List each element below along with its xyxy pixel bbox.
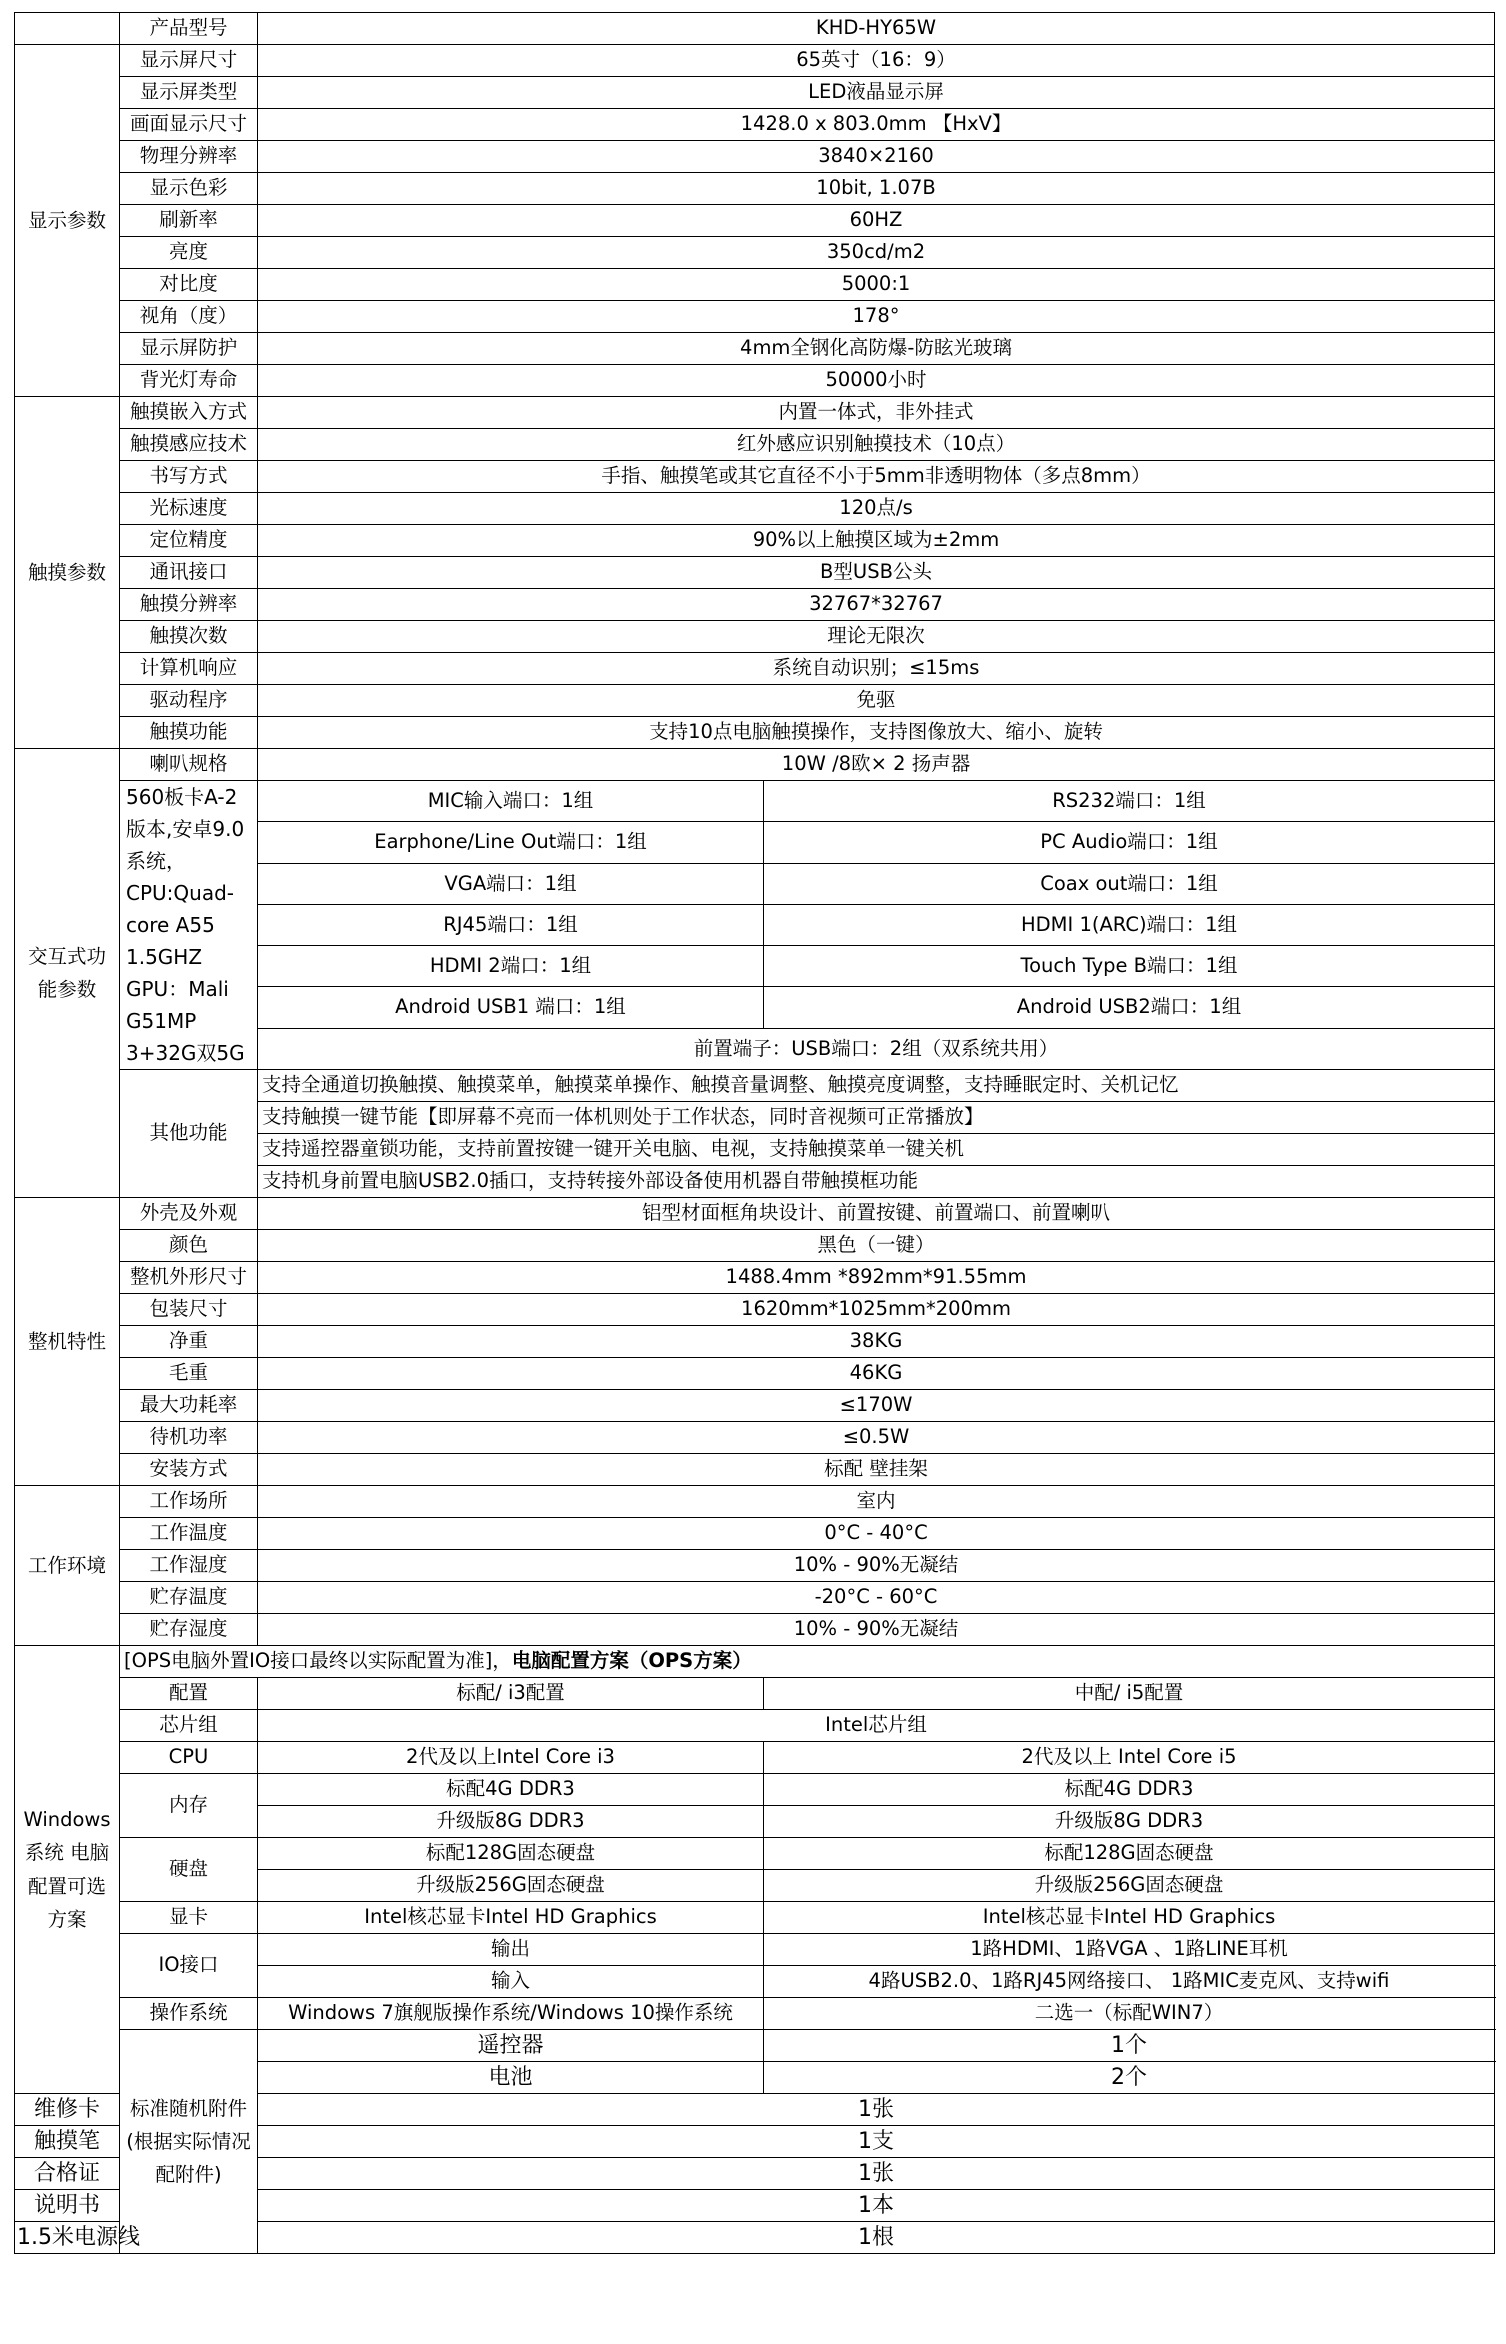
- display-row-value: LED液晶显示屏: [258, 77, 1495, 109]
- io-input-value: 4路USB2.0、1路RJ45网络接口、 1路MIC麦克风、支持wifi: [764, 1966, 1495, 1998]
- display-row-label: 画面显示尺寸: [120, 109, 258, 141]
- environment-row-value: 室内: [258, 1486, 1495, 1518]
- display-row-value: 50000小时: [258, 365, 1495, 397]
- accessory-value: 1个: [764, 2030, 1495, 2062]
- machine-row-label: 最大功耗率: [120, 1390, 258, 1422]
- machine-row-label: 毛重: [120, 1358, 258, 1390]
- environment-row-value: 0°C - 40°C: [258, 1518, 1495, 1550]
- display-row: [15, 205, 1495, 237]
- touch-row-label: 计算机响应: [120, 653, 258, 685]
- memory-upgrade-standard: 升级版8G DDR3: [258, 1806, 764, 1838]
- windows-note-row: [15, 1646, 1495, 1678]
- accessory-label: 电池: [258, 2062, 764, 2094]
- disk-upgrade-mid: 升级版256G固态硬盘: [764, 1870, 1495, 1902]
- display-row: [15, 365, 1495, 397]
- machine-row-value: 标配 壁挂架: [258, 1454, 1495, 1486]
- touch-row: [15, 461, 1495, 493]
- environment-row: [15, 1582, 1495, 1614]
- interactive-row: [15, 749, 1495, 781]
- port-right: RS232端口：1组: [764, 781, 1495, 822]
- touch-row-value: 手指、触摸笔或其它直径不小于5mm非透明物体（多点8mm）: [258, 461, 1495, 493]
- memory-mid: 标配4G DDR3: [764, 1774, 1495, 1806]
- environment-row-value: 10% - 90%无凝结: [258, 1550, 1495, 1582]
- front-ports: 前置端子：USB端口：2组（双系统共用）: [258, 1028, 1495, 1069]
- port-left: VGA端口：1组: [258, 863, 764, 904]
- io-output-label: 输出: [258, 1934, 764, 1966]
- port-left: HDMI 2端口：1组: [258, 946, 764, 987]
- accessory-value: 1张: [258, 2094, 1495, 2126]
- config-mid: 中配/ i5配置: [764, 1678, 1495, 1710]
- machine-row-value: 1488.4mm *892mm*91.55mm: [258, 1262, 1495, 1294]
- touch-row-value: 免驱: [258, 685, 1495, 717]
- environment-row-value: -20°C - 60°C: [258, 1582, 1495, 1614]
- other-functions-label: 其他功能: [120, 1070, 258, 1198]
- display-row-value: 3840×2160: [258, 141, 1495, 173]
- touch-row-value: 支持10点电脑触摸操作，支持图像放大、缩小、旋转: [258, 717, 1495, 749]
- os-note: 二选一（标配WIN7）: [764, 1998, 1495, 2030]
- soc-description: 560板卡A-2版本,安卓9.0系统，CPU:Quad-core A55 1.5GHZ GPU：Mali G51MP 3+32G双5G: [120, 781, 258, 1070]
- machine-row-value: 1620mm*1025mm*200mm: [258, 1294, 1495, 1326]
- touch-row-label: 触摸功能: [120, 717, 258, 749]
- chipset-label: 芯片组: [120, 1710, 258, 1742]
- machine-row-label: 安装方式: [120, 1454, 258, 1486]
- machine-row-value: 38KG: [258, 1326, 1495, 1358]
- environment-row: [15, 1550, 1495, 1582]
- display-row-label: 物理分辨率: [120, 141, 258, 173]
- accessory-value: 1根: [258, 2222, 1495, 2254]
- memory-label: 内存: [120, 1774, 258, 1838]
- accessory-label: 1.5米电源线: [15, 2222, 120, 2254]
- machine-row-label: 颜色: [120, 1230, 258, 1262]
- touch-row-label: 驱动程序: [120, 685, 258, 717]
- machine-row-value: 46KG: [258, 1358, 1495, 1390]
- io-label: IO接口: [120, 1934, 258, 1998]
- port-right: Android USB2端口：1组: [764, 987, 1495, 1028]
- touch-row-label: 光标速度: [120, 493, 258, 525]
- port-row: [15, 781, 1495, 822]
- machine-row: [15, 1422, 1495, 1454]
- port-left: Android USB1 端口：1组: [258, 987, 764, 1028]
- memory-row: [15, 1774, 1495, 1806]
- os-row: [15, 1998, 1495, 2030]
- memory-upgrade-mid: 升级版8G DDR3: [764, 1806, 1495, 1838]
- display-row-value: 5000:1: [258, 269, 1495, 301]
- windows-note-heading: 电脑配置方案（OPS方案）: [511, 1649, 752, 1673]
- accessories-group-label: 标准随机附件(根据实际情况配附件): [120, 2030, 258, 2254]
- machine-row-value: 铝型材面框角块设计、前置按键、前置端口、前置喇叭: [258, 1198, 1495, 1230]
- port-right: PC Audio端口：1组: [764, 822, 1495, 863]
- machine-row: [15, 1454, 1495, 1486]
- other-function-item: 支持机身前置电脑USB2.0插口，支持转接外部设备使用机器自带触摸框功能: [258, 1166, 1495, 1198]
- environment-row: [15, 1518, 1495, 1550]
- display-row-label: 背光灯寿命: [120, 365, 258, 397]
- port-left: Earphone/Line Out端口：1组: [258, 822, 764, 863]
- machine-row-label: 净重: [120, 1326, 258, 1358]
- config-standard: 标配/ i3配置: [258, 1678, 764, 1710]
- windows-group-label: Windows系统 电脑配置可选方案: [15, 1646, 120, 2094]
- cpu-standard: 2代及以上Intel Core i3: [258, 1742, 764, 1774]
- speaker-value: 10W /8欧× 2 扬声器: [258, 749, 1495, 781]
- environment-row-label: 工作温度: [120, 1518, 258, 1550]
- touch-row-label: 书写方式: [120, 461, 258, 493]
- io-output-row: [15, 1934, 1495, 1966]
- port-left: RJ45端口：1组: [258, 904, 764, 945]
- environment-row-label: 工作场所: [120, 1486, 258, 1518]
- touch-row-value: 32767*32767: [258, 589, 1495, 621]
- touch-row-label: 触摸次数: [120, 621, 258, 653]
- touch-group-label: 触摸参数: [15, 397, 120, 749]
- gpu-standard: Intel核芯显卡Intel HD Graphics: [258, 1902, 764, 1934]
- spec-table: [14, 12, 1495, 2254]
- machine-row-value: 黑色（一键）: [258, 1230, 1495, 1262]
- cpu-row: [15, 1742, 1495, 1774]
- disk-standard: 标配128G固态硬盘: [258, 1838, 764, 1870]
- environment-group-label: 工作环境: [15, 1486, 120, 1646]
- display-row-value: 10bit, 1.07B: [258, 173, 1495, 205]
- display-row-label: 显示色彩: [120, 173, 258, 205]
- disk-upgrade-standard: 升级版256G固态硬盘: [258, 1870, 764, 1902]
- model-label: 产品型号: [120, 13, 258, 45]
- cpu-mid: 2代及以上 Intel Core i5: [764, 1742, 1495, 1774]
- accessory-value: 1本: [258, 2190, 1495, 2222]
- touch-row-label: 触摸分辨率: [120, 589, 258, 621]
- touch-row-value: 内置一体式，非外挂式: [258, 397, 1495, 429]
- os-value: Windows 7旗舰版操作系统/Windows 10操作系统: [258, 1998, 764, 2030]
- port-right: Touch Type B端口：1组: [764, 946, 1495, 987]
- io-input-label: 输入: [258, 1966, 764, 1998]
- touch-row: [15, 397, 1495, 429]
- os-label: 操作系统: [120, 1998, 258, 2030]
- display-row-value: 350cd/m2: [258, 237, 1495, 269]
- touch-row: [15, 525, 1495, 557]
- touch-row: [15, 557, 1495, 589]
- machine-row-value: ≤0.5W: [258, 1422, 1495, 1454]
- display-row-label: 显示屏类型: [120, 77, 258, 109]
- accessory-value: 1张: [258, 2158, 1495, 2190]
- accessory-value: 1支: [258, 2126, 1495, 2158]
- display-row: [15, 45, 1495, 77]
- machine-row-label: 外壳及外观: [120, 1198, 258, 1230]
- display-row-value: 4mm全钢化高防爆-防眩光玻璃: [258, 333, 1495, 365]
- port-right: HDMI 1(ARC)端口：1组: [764, 904, 1495, 945]
- touch-row-value: 系统自动识别；≤15ms: [258, 653, 1495, 685]
- config-label: 配置: [120, 1678, 258, 1710]
- display-row-label: 显示屏防护: [120, 333, 258, 365]
- touch-row-value: 理论无限次: [258, 621, 1495, 653]
- machine-row: [15, 1358, 1495, 1390]
- environment-row-value: 10% - 90%无凝结: [258, 1614, 1495, 1646]
- display-row-value: 65英寸（16：9）: [258, 45, 1495, 77]
- disk-label: 硬盘: [120, 1838, 258, 1902]
- display-row: [15, 141, 1495, 173]
- io-output-value: 1路HDMI、1路VGA 、1路LINE耳机: [764, 1934, 1495, 1966]
- accessory-label: 触摸笔: [15, 2126, 120, 2158]
- machine-row: [15, 1294, 1495, 1326]
- display-row: [15, 173, 1495, 205]
- accessory-value: 2个: [764, 2062, 1495, 2094]
- chipset-row: [15, 1710, 1495, 1742]
- gpu-row: [15, 1902, 1495, 1934]
- disk-mid: 标配128G固态硬盘: [764, 1838, 1495, 1870]
- machine-row-label: 包装尺寸: [120, 1294, 258, 1326]
- machine-group-label: 整机特性: [15, 1198, 120, 1486]
- environment-row-label: 贮存温度: [120, 1582, 258, 1614]
- machine-row-label: 待机功率: [120, 1422, 258, 1454]
- gpu-label: 显卡: [120, 1902, 258, 1934]
- display-row-value: 1428.0 x 803.0mm 【HxV】: [258, 109, 1495, 141]
- environment-row-label: 贮存湿度: [120, 1614, 258, 1646]
- other-function-item: 支持全通道切换触摸、触摸菜单，触摸菜单操作、触摸音量调整、触摸亮度调整，支持睡眠定时、关机记忆: [258, 1070, 1495, 1102]
- interactive-group-label: 交互式功能参数: [15, 749, 120, 1198]
- machine-row-label: 整机外形尺寸: [120, 1262, 258, 1294]
- display-row: [15, 333, 1495, 365]
- touch-row-label: 通讯接口: [120, 557, 258, 589]
- machine-row-value: ≤170W: [258, 1390, 1495, 1422]
- display-row-value: 178°: [258, 301, 1495, 333]
- touch-row: [15, 621, 1495, 653]
- machine-row: [15, 1326, 1495, 1358]
- environment-row: [15, 1614, 1495, 1646]
- touch-row: [15, 589, 1495, 621]
- speaker-label: 喇叭规格: [120, 749, 258, 781]
- windows-note: [120, 1646, 1495, 1678]
- machine-row: [15, 1262, 1495, 1294]
- windows-note-text: [OPS电脑外置IO接口最终以实际配置为准]，: [124, 1649, 512, 1673]
- touch-row: [15, 717, 1495, 749]
- touch-row: [15, 653, 1495, 685]
- accessory-label: 合格证: [15, 2158, 120, 2190]
- display-row: [15, 77, 1495, 109]
- machine-row: [15, 1230, 1495, 1262]
- touch-row-value: 红外感应识别触摸技术（10点）: [258, 429, 1495, 461]
- display-group-label: 显示参数: [15, 45, 120, 397]
- display-row: [15, 109, 1495, 141]
- gpu-mid: Intel核芯显卡Intel HD Graphics: [764, 1902, 1495, 1934]
- display-row: [15, 237, 1495, 269]
- machine-row: [15, 1390, 1495, 1422]
- display-row: [15, 301, 1495, 333]
- display-row-label: 对比度: [120, 269, 258, 301]
- display-row-value: 60HZ: [258, 205, 1495, 237]
- touch-row: [15, 429, 1495, 461]
- accessory-label: 维修卡: [15, 2094, 120, 2126]
- accessory-row: [15, 2030, 1495, 2062]
- model-row: [15, 13, 1495, 45]
- touch-row-value: 90%以上触摸区域为±2mm: [258, 525, 1495, 557]
- display-row: [15, 269, 1495, 301]
- other-function-row: [15, 1070, 1495, 1102]
- other-function-item: 支持触摸一键节能【即屏幕不亮而一体机则处于工作状态，同时音视频可正常播放】: [258, 1102, 1495, 1134]
- display-row-label: 视角（度）: [120, 301, 258, 333]
- model-group-cell: [15, 13, 120, 45]
- disk-row: [15, 1838, 1495, 1870]
- model-value: KHD-HY65W: [258, 13, 1495, 45]
- touch-row-label: 触摸感应技术: [120, 429, 258, 461]
- touch-row-value: 120点/s: [258, 493, 1495, 525]
- config-row: [15, 1678, 1495, 1710]
- accessory-label: 遥控器: [258, 2030, 764, 2062]
- environment-row-label: 工作湿度: [120, 1550, 258, 1582]
- display-row-label: 显示屏尺寸: [120, 45, 258, 77]
- touch-row-label: 定位精度: [120, 525, 258, 557]
- machine-row: [15, 1198, 1495, 1230]
- touch-row-value: B型USB公头: [258, 557, 1495, 589]
- chipset-value: Intel芯片组: [258, 1710, 1495, 1742]
- display-row-label: 刷新率: [120, 205, 258, 237]
- memory-standard: 标配4G DDR3: [258, 1774, 764, 1806]
- touch-row: [15, 685, 1495, 717]
- environment-row: [15, 1486, 1495, 1518]
- display-row-label: 亮度: [120, 237, 258, 269]
- touch-row-label: 触摸嵌入方式: [120, 397, 258, 429]
- other-function-item: 支持遥控器童锁功能，支持前置按键一键开关电脑、电视，支持触摸菜单一键关机: [258, 1134, 1495, 1166]
- cpu-label: CPU: [120, 1742, 258, 1774]
- accessory-label: 说明书: [15, 2190, 120, 2222]
- touch-row: [15, 493, 1495, 525]
- port-right: Coax out端口：1组: [764, 863, 1495, 904]
- port-left: MIC输入端口：1组: [258, 781, 764, 822]
